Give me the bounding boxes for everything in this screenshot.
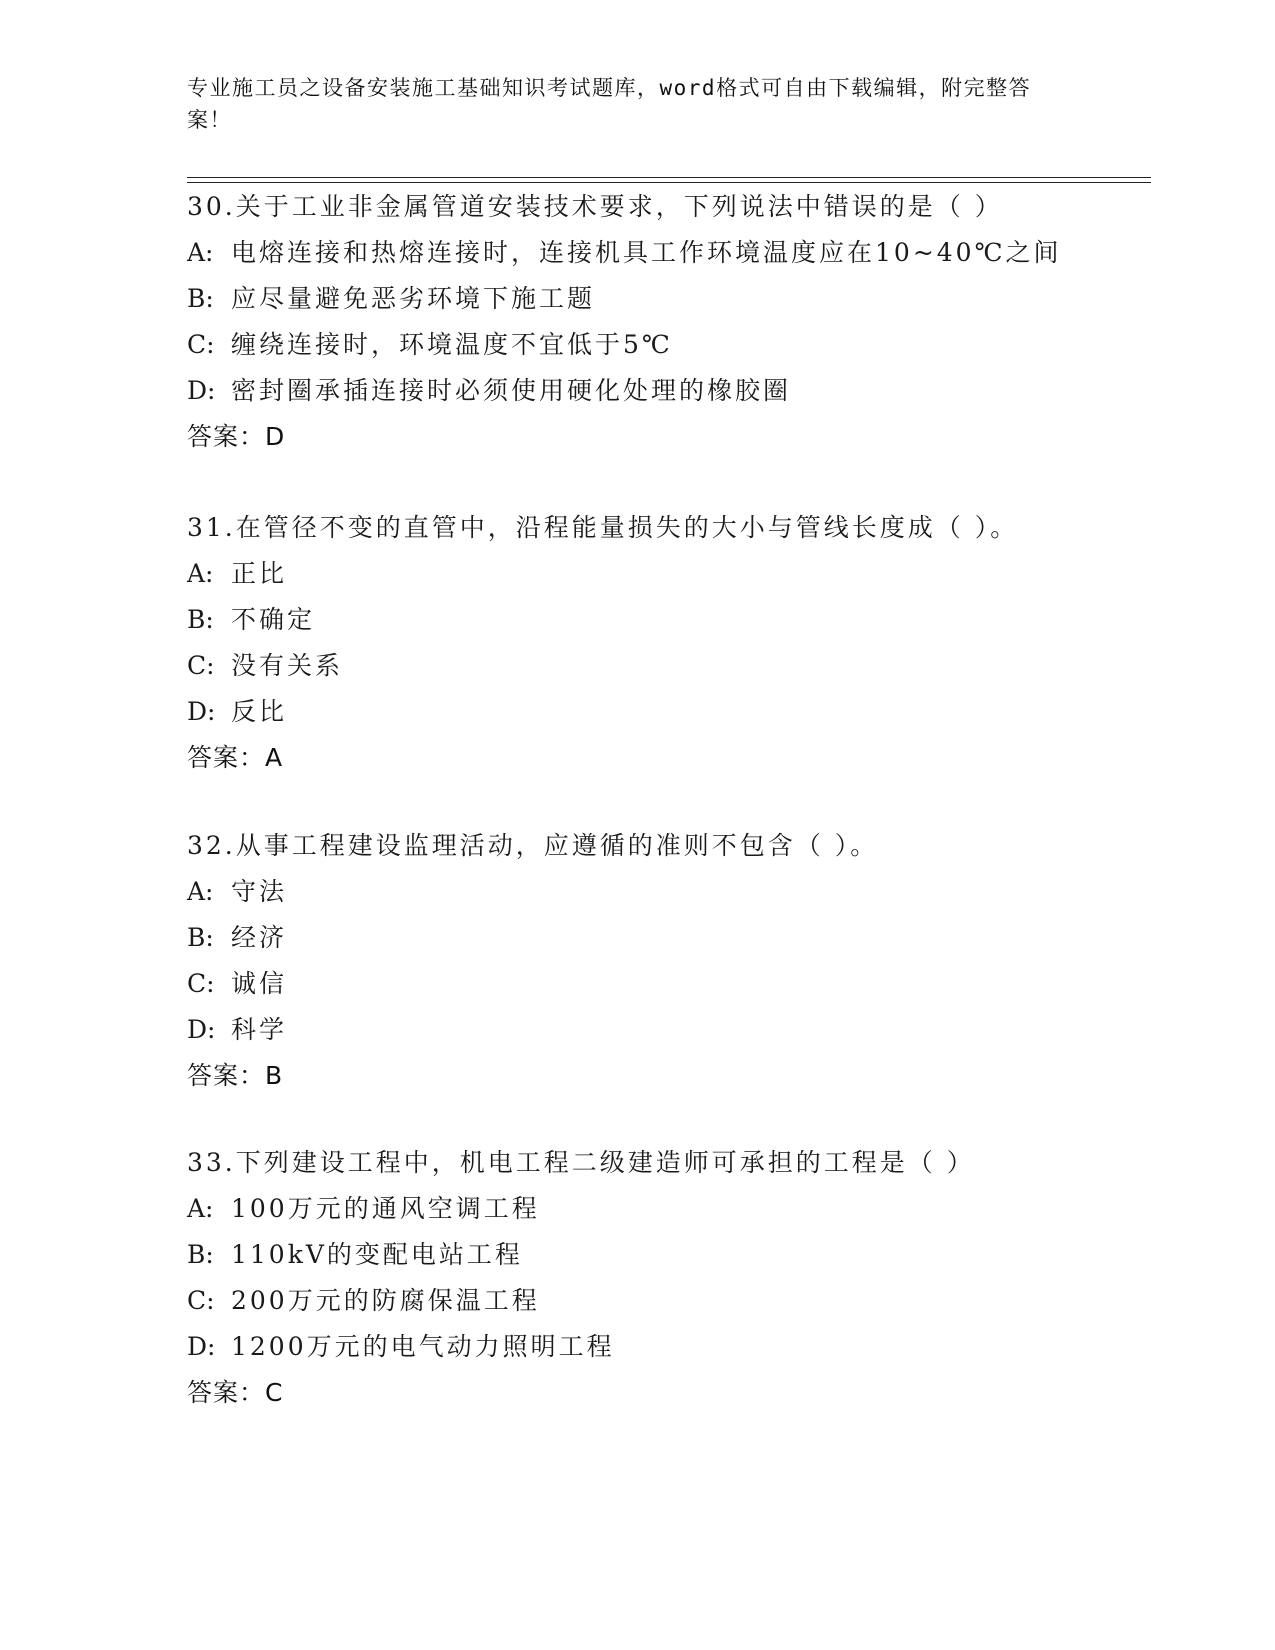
option-c bbox=[187, 322, 1147, 368]
option-a bbox=[187, 869, 1147, 915]
option-letter: C: bbox=[187, 969, 215, 998]
option-text: 密封圈承插连接时必须使用硬化处理的橡胶圈 bbox=[231, 376, 792, 405]
option-text: 不确定 bbox=[231, 605, 316, 634]
option-b bbox=[187, 597, 1147, 643]
option-letter: B: bbox=[187, 1240, 214, 1269]
option-b bbox=[187, 276, 1147, 322]
question-31 bbox=[187, 505, 1147, 781]
option-letter: A: bbox=[187, 238, 214, 267]
option-a bbox=[187, 1186, 1147, 1232]
option-d bbox=[187, 1007, 1147, 1053]
option-text: 缠绕连接时，环境温度不宜低于5℃ bbox=[231, 330, 673, 359]
option-letter: B: bbox=[187, 923, 214, 952]
option-letter: C: bbox=[187, 1286, 215, 1315]
option-c bbox=[187, 643, 1147, 689]
option-letter: D: bbox=[187, 376, 216, 405]
answer-label: 答案：A bbox=[187, 743, 284, 772]
question-30 bbox=[187, 184, 1147, 460]
option-text: 经济 bbox=[231, 923, 288, 952]
header-divider-bottom bbox=[187, 182, 1151, 183]
option-text: 没有关系 bbox=[231, 651, 344, 680]
option-b bbox=[187, 1232, 1147, 1278]
question-stem: 32.从事工程建设监理活动，应遵循的准则不包含（ ）。 bbox=[187, 831, 879, 860]
header-divider-top bbox=[187, 177, 1151, 178]
option-letter: C: bbox=[187, 330, 215, 359]
option-text: 正比 bbox=[231, 559, 288, 588]
option-b bbox=[187, 915, 1147, 961]
option-letter: B: bbox=[187, 284, 214, 313]
option-d bbox=[187, 368, 1147, 414]
option-text: 应尽量避免恶劣环境下施工题 bbox=[231, 284, 596, 313]
option-letter: C: bbox=[187, 651, 215, 680]
question-stem: 33.下列建设工程中，机电工程二级建造师可承担的工程是（ ） bbox=[187, 1148, 975, 1177]
option-c bbox=[187, 961, 1147, 1007]
option-text: 200万元的防腐保温工程 bbox=[231, 1286, 540, 1315]
option-letter: D: bbox=[187, 1015, 216, 1044]
option-text: 100万元的通风空调工程 bbox=[231, 1194, 540, 1223]
option-text: 诚信 bbox=[231, 969, 288, 998]
option-text: 电熔连接和热熔连接时，连接机具工作环境温度应在10~40℃之间 bbox=[231, 238, 1062, 267]
answer-label: 答案：D bbox=[187, 422, 286, 451]
option-text: 反比 bbox=[231, 697, 288, 726]
option-a bbox=[187, 551, 1147, 597]
option-letter: D: bbox=[187, 697, 216, 726]
option-text: 110kV的变配电站工程 bbox=[231, 1240, 523, 1269]
option-text: 科学 bbox=[231, 1015, 288, 1044]
answer-label: 答案：B bbox=[187, 1061, 284, 1090]
option-d bbox=[187, 689, 1147, 735]
option-letter: B: bbox=[187, 605, 214, 634]
option-text: 1200万元的电气动力照明工程 bbox=[231, 1332, 615, 1361]
option-text: 守法 bbox=[231, 877, 288, 906]
option-letter: D: bbox=[187, 1332, 216, 1361]
question-32 bbox=[187, 823, 1147, 1099]
option-c bbox=[187, 1278, 1147, 1324]
option-letter: A: bbox=[187, 559, 214, 588]
question-stem: 30.关于工业非金属管道安装技术要求，下列说法中错误的是（ ） bbox=[187, 192, 1003, 221]
option-a bbox=[187, 230, 1147, 276]
document-header: 专业施工员之设备安装施工基础知识考试题库，word格式可自由下载编辑，附完整答案！ bbox=[187, 76, 1032, 132]
option-letter: A: bbox=[187, 1194, 214, 1223]
question-stem: 31.在管径不变的直管中，沿程能量损失的大小与管线长度成（ ）。 bbox=[187, 513, 1019, 542]
answer-label: 答案：C bbox=[187, 1378, 284, 1407]
option-letter: A: bbox=[187, 877, 214, 906]
question-33 bbox=[187, 1140, 1147, 1416]
option-d bbox=[187, 1324, 1147, 1370]
